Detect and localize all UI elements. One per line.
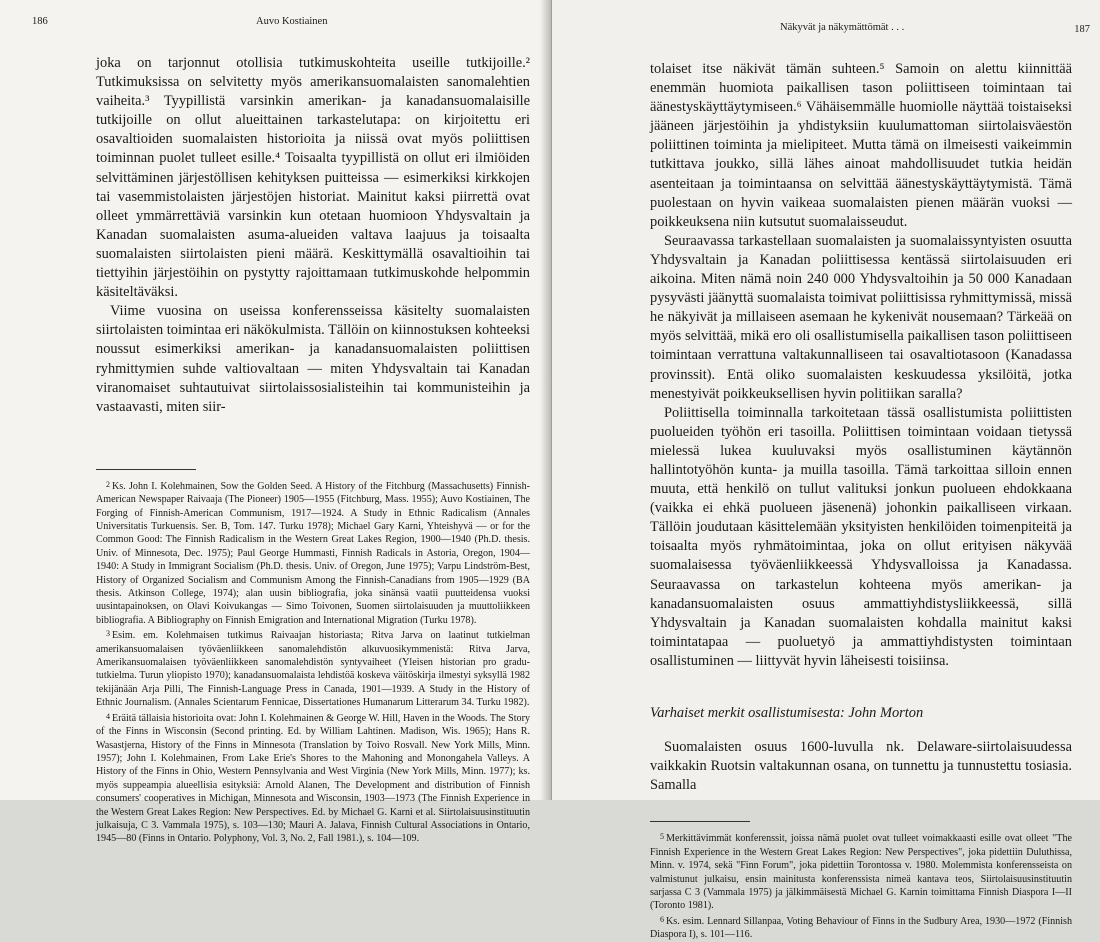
section-body: [650, 738, 1072, 795]
right-paragraph-1: tolaiset itse näkivät tämän suhteen.⁵ Samoin on alettu kiinnittää enemmän huomiota paikallisen tason poliittiseen toimintaan tai äänestyskäyttäytymiseen.⁶ Vähäisemmälle huomiolle näyttää toistaiseksi jääneen järjestöihin ja yhdistyksiin kuulumattoman siirtolaisväestön poliittinen toiminta ja mielipiteet. Mutta tämä on ilmeisesti vaikeimmin tutkittava joukko, sillä lähes ainoat mahdollisuudet tutkia heidän asenteitaan ja toimintaansa on selvittää äänestyskäyttäytymistä. Tämä puolestaan on hyvin vaikeaa suomalaisten pienen määrän vuoksi — poikkeuksena niin kutsutut suomalaisseudut.: [650, 61, 1072, 230]
left-paragraph-2: Viime vuosina on useissa konferensseissa käsitelty suomalaisten siirtolaisten toimintaa eri näkökulmista. Tällöin on kiinnostuksen kohteeksi noussut esimerkiksi amerikan- ja kanadansuomalaisten poliittisen ryhmittymien suhde valtiovaltaan — miten Yhdysvaltain tai Kanadan viranomaiset suhtautuivat siirtolaissosialisteihin tai kommunisteihin ja vastaavasti, miten siir-: [96, 303, 530, 415]
left-page: [0, 0, 548, 845]
right-footnotes: [650, 830, 1072, 941]
footnote-6-text: Ks. esim. Lennard Sillanpaa, Voting Behaviour of Finns in the Sudbury Area, 1930—1972 (Finnish Diaspora I), s. 101—116.: [650, 915, 1072, 941]
footnote-3-text: Esim. em. Kolehmaisen tutkimus Raivaajan historiasta; Ritva Jarva on laatinut tutkielman amerikansuomalaisen työväenliikkeen sanomalehdistön alkuvuosikymmenistä: Ritva Jarva, Amerikansuomalaisen työväenliikkeen sanomalehdistön syntyvaiheet (Yleisen historian pro gradu-tutkielma. Turun yliopisto 1970); kanadansuomalaista lehdistöä koskeva väitöskirja ilmestyi syksyllä 1982 tekijänään Arja Pilli, The Finnish-Language Press in Canada, 1901—1939. A Study in the History of Ethnic Journalism. (Annales Scientarum Fennicae, Dissertationes Humanarum Litterarum 34. Turku 1982).: [96, 630, 530, 709]
left-page-number: 186: [32, 16, 48, 27]
left-paragraph-1: joka on tarjonnut otollisia tutkimuskohteita useille tutkijoille.² Tutkimuksissa on selvitetty myös amerikansuomalaisten sanomalehtien vaiheita.³ Tyypillistä varsinkin amerikan- ja kanadansuomalaisille tutkijoille on ollut alueittainen tarkastelutapa: on kirjoitettu eri osavaltioiden suomalaisten historioita ja niissä ovat myös poliittisen toiminnan puolet tulleet esille.⁴ Toisaalta tyypillistä on ollut eri ilmiöiden selvittäminen järjestöllisen kehityksen puitteissa — esimerkiksi kirkkojen tai vasemmistolaisten järjestöjen historiat. Mainitut kaksi piirrettä ovat olleet ymmärrettäviä varsinkin kun otetaan huomioon Yhdysvaltain ja Kanadan suomalaisten asuma-alueiden valtava laajuus ja toisaalta suomalaisten siirtolaisten pieni määrä. Keskittymällä osavaltioihin tai tiettyihin järjestöihin on pystytty rajoittamaan tutkimuskohde helpommin käsiteltäväksi.: [96, 55, 530, 301]
right-running-title: Näkyvät ja näkymättömät . . .: [780, 22, 905, 33]
footnote-2-number: 2: [106, 479, 110, 489]
footnote-3-number: 3: [106, 629, 110, 639]
section-paragraph: Suomalaisten osuus 1600-luvulla nk. Delaware-siirtolaisuudessa vaikkakin Ruotsin valtakunnan osana, on tunnettu ja tunnustettu tosiasia. Samalla: [650, 739, 1072, 794]
footnote-6-number: 6: [660, 914, 664, 924]
footnote-2: [96, 478, 530, 627]
right-page-number: 187: [1074, 24, 1090, 35]
right-footnote-rule: [650, 821, 750, 822]
footnote-6: [650, 913, 1072, 942]
footnote-2-text: Ks. John I. Kolehmainen, Sow the Golden Seed. A History of the Fitchburg (Massachusetts) Finnish-American Newspaper Raivaaja (The Pioneer) 1905—1955 (Fitchburg, Mass. 1955); Auvo Kostiainen, The Forging of Finnish-American Communism, 1917—1924. A Study in Ethnic Radicalism (Annales Universitatis Turkuensis. Ser. B, Tom. 147. Turku 1978); Michael Gary Karni, Yhteishyvä — or for the Common Good: The Finnish Radicalism in the Western Great Lakes Region, 1900—1940 (Ph.D. thesis. Univ. of Minnesota, Dec. 1975); Paul George Hummasti, Finnish Radicals in Astoria, Oregon, 1904—1940: A Study in Immigrant Socialism (Ph.D. thesis. Univ. of Oregon, June 1975); Varpu Lindström-Best, History of Organized Socialism and Communism Among the Finnish-Canadians from 1905—1929 (BA thesis. Atkinson College, 1974); alan uusin bibliografia, joka sinänsä vaatii puutteidensa vuoksi uusintapainoksen, on Olavi Koivukangas — Simo Toivonen, Suomen siirtolaisuuden ja muuttoliikkeen bibliografia. A Bibliography on Finnish Emigration and International Migration (Turku 1978).: [96, 480, 530, 626]
footnote-4-text: Eräitä tällaisia historioita ovat: John I. Kolehmainen & George W. Hill, Haven in the Woods. The Story of the Finns in Wisconsin (Second printing. Ed. by William Lahtinen. Madison, Wis. 1965); Hans R. Wasastjerna, History of the Finns in Minnesota (Translation by Toivo Rosvall. New York Mills, Minn. 1957); John I. Kolehmainen, From Lake Erie's Shores to the Mahoning and Monongahela Valleys. A History of the Finns in Ohio, Western Pennsylvania and West Virginia (New York Mills, Minn. 1977); ks. myös suppeampia alueellisia esityksiä: Arnold Alanen, The Development and distribution of Finnish consumers' cooperatives in Michigan, Minnesota and Wisconsin, 1903—1973 (The Finnish Experience in the Western Great Lakes Region: New Perspectives. Ed. by Michael G. Karni et al. Siirtolaisuusinstituutin julkaisuja, C 3. Vammala 1975), s. 103—130; Mauri A. Jalava, Finnish Cultural Associations in Ontario, 1945—80 (Finns in Ontario. Polyphony, Vol. 3, No. 2, Fall 1981.), s. 104—109.: [96, 712, 530, 845]
section-heading: Varhaiset merkit osallistumisesta: John Morton: [650, 705, 924, 721]
right-running-head: [650, 14, 1090, 40]
right-paragraph-2: Seuraavassa tarkastellaan suomalaisten ja suomalaissyntyisten osuutta Yhdysvaltain ja Kanadan poliittisessa kentässä siirtolaisuuden eri aikoina. Miten nämä noin 240 000 Yhdysvaltoihin ja 50 000 Kanadaan pysyvästi jäänyttä suomalaista toimivat poliittisissa ryhmittymissä, missä he näkyivät ja millaiseen asemaan he kykenivät nousemaan? Tärkeää on myös selvittää, mikä ero oli osallistumisella paikallisen tason poliittiseen toimintaan verrattuna valtakunnalliseen tai osavaltiotasoon (Kanadassa provinssit). Entä oliko suomalaisten keskuudessa yksilöitä, jotka menestyivät poikkeuksellisen hyvin politiikan saralla?: [650, 232, 1072, 402]
right-paragraph-3: Poliittisella toiminnalla tarkoitetaan tässä osallistumista poliittisten puolueiden työhön eri tasoilla. Poliittisen toimintaan voidaan tietyssä mielessä lukea kuuluvaksi myös osallistuminen käytännön hallintotyöhön kunta- ja muilla tasoilla. Tämä tarkoittaa silloin ennen muuta, että henkilö on tullut valituksi jonkun puolueen ehdokkaana (vaikka ei ehkä puolueen jäsenenä) johonkin paikalliseen virkaan. Tällöin joudutaan käsittelemään yksityisten henkilöiden toimenpiteitä ja toisaalta myös ryhmätoimintaa, joka on ollut erityisen näkyvää suomalaisessa työväenliikkeessä Yhdysvalloissa ja Kanadassa. Seuraavassa on tarkastelun kohteena myös amerikan- ja kanadansuomalaisten osuus ammattiyhdistysliikkeessä, sillä Yhdysvaltain ja Kanadan suomalaisten kohdalla mainitut kaksi toimintatapaa — puoluetyö ja ammattiyhdistysten toimintaan osallistuminen — liittyvät hyvin läheisesti toisiinsa.: [650, 404, 1072, 669]
left-footnotes: [96, 478, 530, 846]
footnote-5-text: Merkittävimmät konferenssit, joissa nämä puolet ovat tulleet voimakkaasti esille ovat olleet "The Finnish Experience in the Western Great Lakes Region: New Perspectives", joka pidettiin Duluthissa, Minn. v. 1974, sekä "Finn Forum", joka pidettiin Torontossa v. 1980. Molemmista konferensseista on valmistunut julkaisu, ensin mainitusta konferenssista nimeä kantava teos, Siirtolaisuusinstituutin sarjassa C 3 (Vammala 1975) ja jälkimmäisestä Michael G. Karnin toimittama Finnish Diaspora I—II (Toronto 1981).: [650, 833, 1072, 912]
footnote-5: [650, 830, 1072, 912]
left-footnote-rule: [96, 469, 196, 470]
footnote-4-number: 4: [106, 711, 110, 721]
left-running-title: Auvo Kostiainen: [256, 16, 328, 27]
left-body-text: [96, 54, 530, 417]
footnote-3: [96, 627, 530, 709]
right-page: [552, 0, 1100, 941]
left-running-head: [32, 12, 530, 38]
footnote-4: [96, 710, 530, 846]
right-body-text: [650, 60, 1072, 671]
footnote-5-number: 5: [660, 832, 664, 842]
